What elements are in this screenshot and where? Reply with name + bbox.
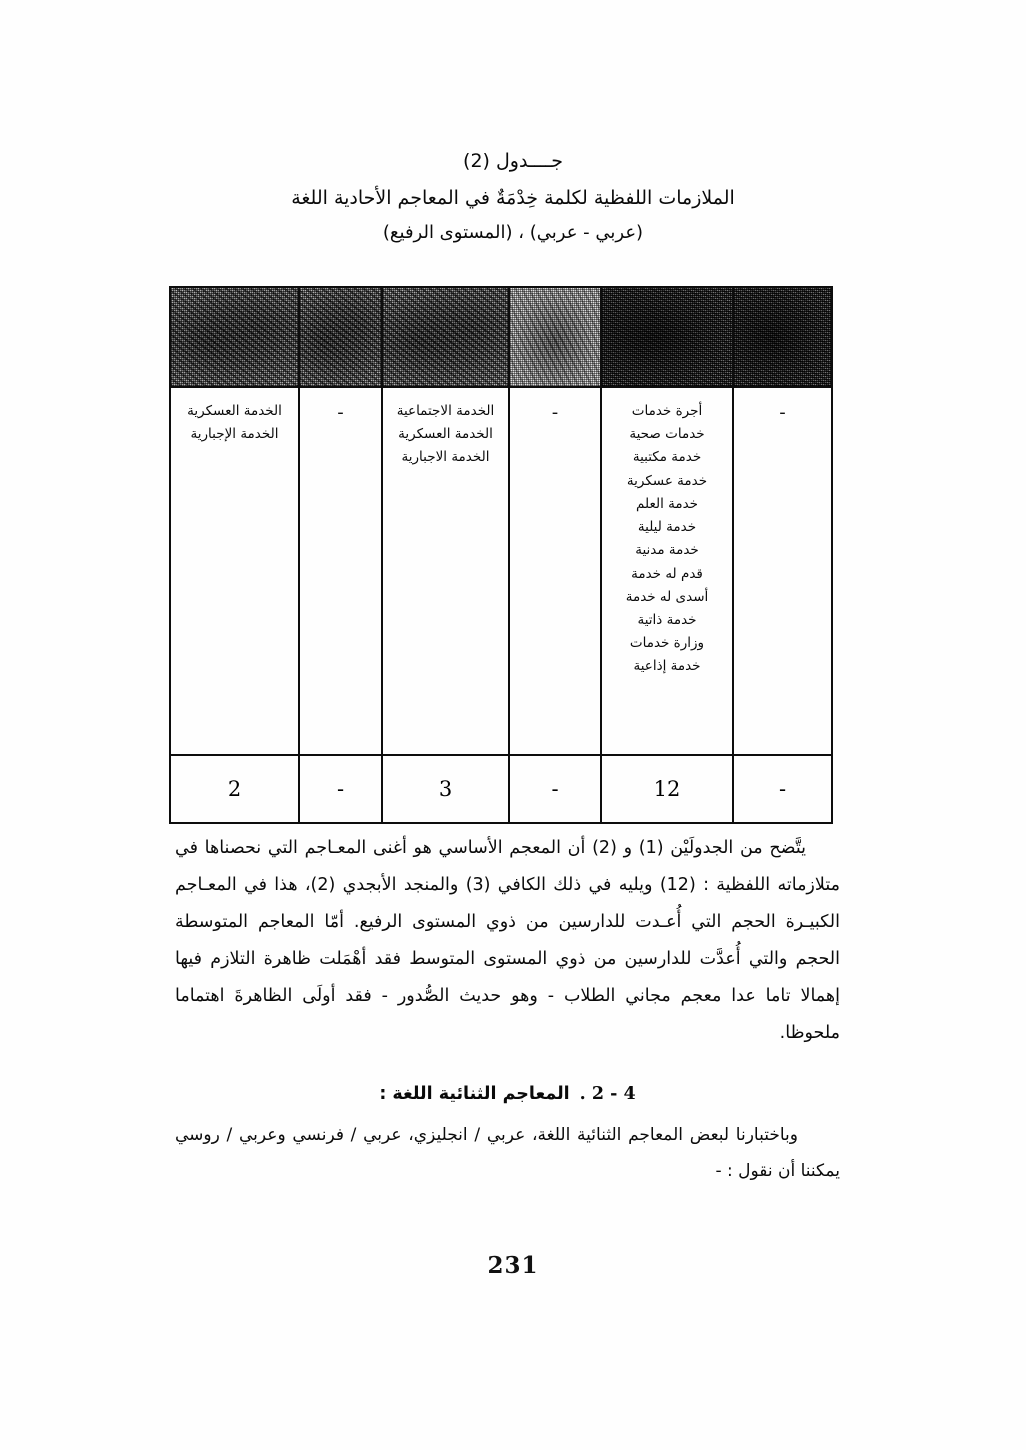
table-header-label-5 — [300, 288, 381, 386]
table-header-label-6 — [171, 288, 298, 386]
table-header-label-3 — [510, 288, 600, 386]
table-cell-col6 — [170, 387, 299, 755]
cell-dash-col3: - — [551, 402, 559, 423]
section-heading-text: المعاجم الثنائية اللغة : — [379, 1084, 570, 1104]
cell-dash-col1: - — [779, 402, 786, 423]
table-header-cell-2 — [601, 287, 733, 387]
collocation-item: أسدى له خدمة — [625, 588, 709, 605]
table-body-row — [170, 387, 832, 755]
table-header-cell-4 — [382, 287, 509, 387]
table-header-cell-3 — [509, 287, 601, 387]
table-header-label-1 — [734, 288, 831, 386]
body-paragraph: يتَّضح من الجدولَيْن (1) و (2) أن المعجم الأساسي هو أغنى المعـاجم التي نحصناها في متلازماته اللفظية : (12) ويليه في ذلك الكافي (3) والمنجد الأبجدي (2)، هذا في المعـاجم الكبيـرة الحجم التي أُعـدت للدارسين من ذوي المستوى الرفيع. أمّا المعاجم المتوسطة الحجم والتي أُعدَّت للدارسين من ذوي المستوى المتوسط فقد أهْمَلت ظاهرة التلازم فيها إهمالا تاما عدا معجم مجاني الطلاب - وهو حديث الصُّدور - فقد أولَى الظاهرةَ اهتماما ملحوظا. — [175, 838, 840, 1044]
page-number: 231 — [487, 1252, 539, 1279]
collocation-item: خدمات صحية — [629, 426, 705, 443]
table-caption-sub: (عربي - عربي) ، (المستوى الرفيع) — [382, 221, 644, 243]
collocation-list-col2 — [606, 400, 728, 679]
total-cell-col1: - — [733, 755, 832, 823]
collocation-item: خدمة ذاتية — [637, 611, 697, 628]
table-title-block — [0, 148, 1026, 245]
collocation-item: أجرة خدمات — [631, 403, 703, 419]
table-header-label-4 — [383, 288, 508, 386]
collocation-list-col6 — [175, 400, 294, 446]
table-cell-col4 — [382, 387, 509, 755]
collocation-item: الخدمة الاجتماعية — [396, 403, 495, 419]
table-header-label-2 — [602, 288, 732, 386]
section-heading — [175, 1078, 840, 1111]
collocation-item: وزارة خدمات — [629, 635, 705, 652]
dictionary-collocations-table — [169, 286, 833, 824]
table-cell-col5 — [299, 387, 382, 755]
table-cell-col2 — [601, 387, 733, 755]
collocation-item: خدمة مدنية — [635, 542, 699, 559]
table-cell-col3 — [509, 387, 601, 755]
tail-paragraph-block — [175, 1118, 840, 1189]
total-cell-col5: - — [299, 755, 382, 823]
collocation-item: خدمة مكتبية — [632, 449, 702, 466]
collocation-item: خدمة العلم — [635, 495, 699, 512]
table-total-row — [170, 755, 832, 823]
collocation-item: الخدمة الاجبارية — [401, 449, 490, 466]
table-cell-col1 — [733, 387, 832, 755]
collocation-list-col4 — [387, 400, 504, 470]
collocation-item: خدمة ليلية — [637, 519, 697, 536]
collocation-item: خدمة عسكرية — [626, 472, 708, 489]
body-paragraph-block — [175, 830, 840, 1053]
table-header-cell-1 — [733, 287, 832, 387]
section-heading-number: 4 - 2 . — [579, 1084, 636, 1104]
collocation-item: قدم له خدمة — [631, 565, 703, 582]
collocation-item: خدمة إذاعية — [633, 658, 701, 675]
table-header-cell-5 — [299, 287, 382, 387]
cell-dash-col5: - — [337, 402, 344, 423]
total-cell-col3: - — [509, 755, 601, 823]
dictionary-collocations-table-wrapper — [183, 286, 833, 824]
table-header-row — [170, 287, 832, 387]
total-cell-col4: 3 — [382, 755, 509, 823]
table-header-cell-6 — [170, 287, 299, 387]
tail-paragraph: وباختبارنا لبعض المعاجم الثنائية اللغة، عربي / انجليزي، عربي / فرنسي وعربي / روسي يمكننا أن نقول : - — [175, 1125, 840, 1181]
collocation-item: الخدمة العسكرية — [187, 403, 282, 419]
total-cell-col2: 12 — [601, 755, 733, 823]
table-caption-main: الملازمات اللفظية لكلمة خِدْمَةٌ في المعاجم الأحادية اللغة — [291, 186, 735, 209]
collocation-item: الخدمة العسكرية — [398, 426, 493, 443]
total-cell-col6: 2 — [170, 755, 299, 823]
collocation-item: الخدمة الإجبارية — [190, 426, 279, 443]
table-caption-number: جــــدول (2) — [463, 150, 563, 172]
